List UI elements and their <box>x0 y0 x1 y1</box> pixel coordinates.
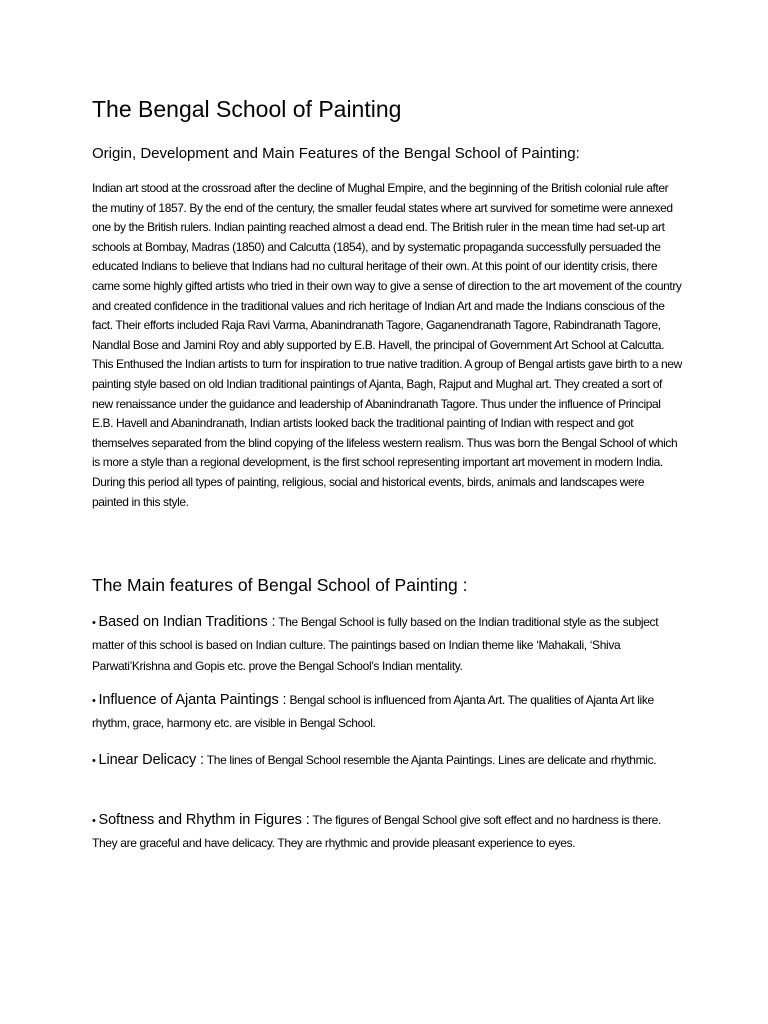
feature-heading: Based on Indian Traditions : <box>98 614 276 630</box>
feature-item-indian-traditions <box>92 612 682 678</box>
features-heading: The Main features of Bengal School of Painting : <box>92 575 468 595</box>
feature-heading: Softness and Rhythm in Figures : <box>98 812 310 828</box>
feature-text: The lines of Bengal School resemble the Ajanta Paintings. Lines are delicate and rhythmic. <box>206 753 657 767</box>
feature-heading: Influence of Ajanta Paintings : <box>98 692 287 708</box>
feature-item-ajanta-influence <box>92 690 682 734</box>
intro-paragraph: Indian art stood at the crossroad after the decline of Mughal Empire, and the beginning of the British colonial rule after the mutiny of 1857. By the end of the century, the smaller feudal states where art survived for sometime were annexed one by the British rulers. Indian painting reached almost a dead end. The British ruler in the mean time had set-up art schools at Bombay, Madras (1850) and Calcutta (1854), and by systematic propaganda successfully persuaded the educated Indians to believe that Indians had no cultural heritage of their own. At this point of our identity crisis, there came some highly gifted artists who tried in their own way to give a sense of direction to the art movement of the country and created confidence in the traditional values and rich heritage of Indian Art and made the Indians conscious of the fact. Their efforts included Raja Ravi Varma, Abanindranath Tagore, Gaganendranath Tagore, Rabindranath Tagore, Nandlal Bose and Jamini Roy and ably supported by E.B. Havell, the principal of Government Art School at Calcutta. This Enthused the Indian artists to turn for inspiration to true native tradition. A group of Bengal artists gave birth to a new painting style based on old Indian traditional paintings of Ajanta, Bagh, Rajput and Mughal art. They created a sort of new renaissance under the guidance and leadership of Abanindranath Tagore. Thus under the influence of Principal E.B. Havell and Abanindranath, Indian artists looked back the traditional painting of Indian with respect and got themselves separated from the blind copying of the lifeless western realism. Thus was born the Bengal School of which is more a style than a regional development, is the first school representing important art movement in modern India. During this period all types of painting, religious, social and historical events, birds, animals and landscapes were painted in this style. <box>92 181 682 509</box>
feature-heading: Linear Delicacy : <box>98 752 204 768</box>
bullet-icon: • <box>92 617 96 629</box>
bullet-icon: • <box>92 755 96 767</box>
feature-text: The figures of Bengal School give soft effect and no hardness is there. They are graceful and have delicacy. They are rhythmic and provide pleasant experience to eyes. <box>92 813 661 850</box>
document-subtitle: Origin, Development and Main Features of the Bengal School of Painting: <box>92 145 580 162</box>
bullet-icon: • <box>92 695 96 707</box>
feature-text: Bengal school is influenced from Ajanta Art. The qualities of Ajanta Art like rhythm, grace, harmony etc. are visible in Bengal School. <box>92 693 654 730</box>
feature-item-softness-rhythm <box>92 810 682 854</box>
document-title: The Bengal School of Painting <box>92 96 402 122</box>
feature-item-linear-delicacy <box>92 750 682 773</box>
feature-text: The Bengal School is fully based on the Indian traditional style as the subject matter of this school is based on Indian culture. The paintings based on Indian theme like ‘Mahakali, ‘Shiva Parwati’Krishna and Gopis etc. prove the Bengal School’s Indian mentality. <box>92 615 659 673</box>
bullet-icon: • <box>92 815 96 827</box>
